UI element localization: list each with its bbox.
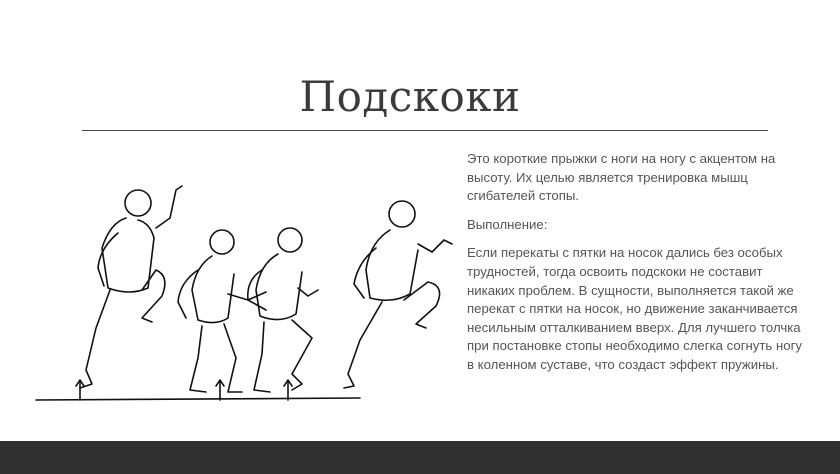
arrow-mark-1: [76, 380, 84, 400]
execution-paragraph: Если перекаты с пятки на носок дались без особых трудностей, тогда освоить подскоки не составит никаких проблем. В сущности, выполняется такой же перекат с пятки на носок, но движение заканчивается несильным отталкиванием вверх. Для лучшего толчка при постановке стопы необходимо слегка согнуть ногу в коленном суставе, что создаст эффект пружины.: [467, 245, 802, 372]
description-text: [467, 150, 807, 385]
title-divider: [82, 130, 768, 131]
runner-figure-4: [344, 201, 452, 388]
runner-figure-2: [178, 230, 266, 392]
runner-figure-1: [80, 186, 182, 388]
execution-heading: Выполнение:: [467, 216, 548, 232]
running-figures-illustration: [30, 178, 455, 410]
arrow-mark-2: [216, 380, 224, 400]
slide-title: Подскоки: [299, 72, 521, 121]
ground-line: [36, 398, 360, 400]
footer-bar: [0, 441, 840, 474]
runner-figure-3: [248, 228, 318, 392]
arrow-mark-3: [284, 380, 292, 400]
intro-paragraph: Это короткие прыжки с ноги на ногу с акцентом на высоту. Их целью является тренировка мышц сгибателей стопы.: [467, 151, 776, 204]
